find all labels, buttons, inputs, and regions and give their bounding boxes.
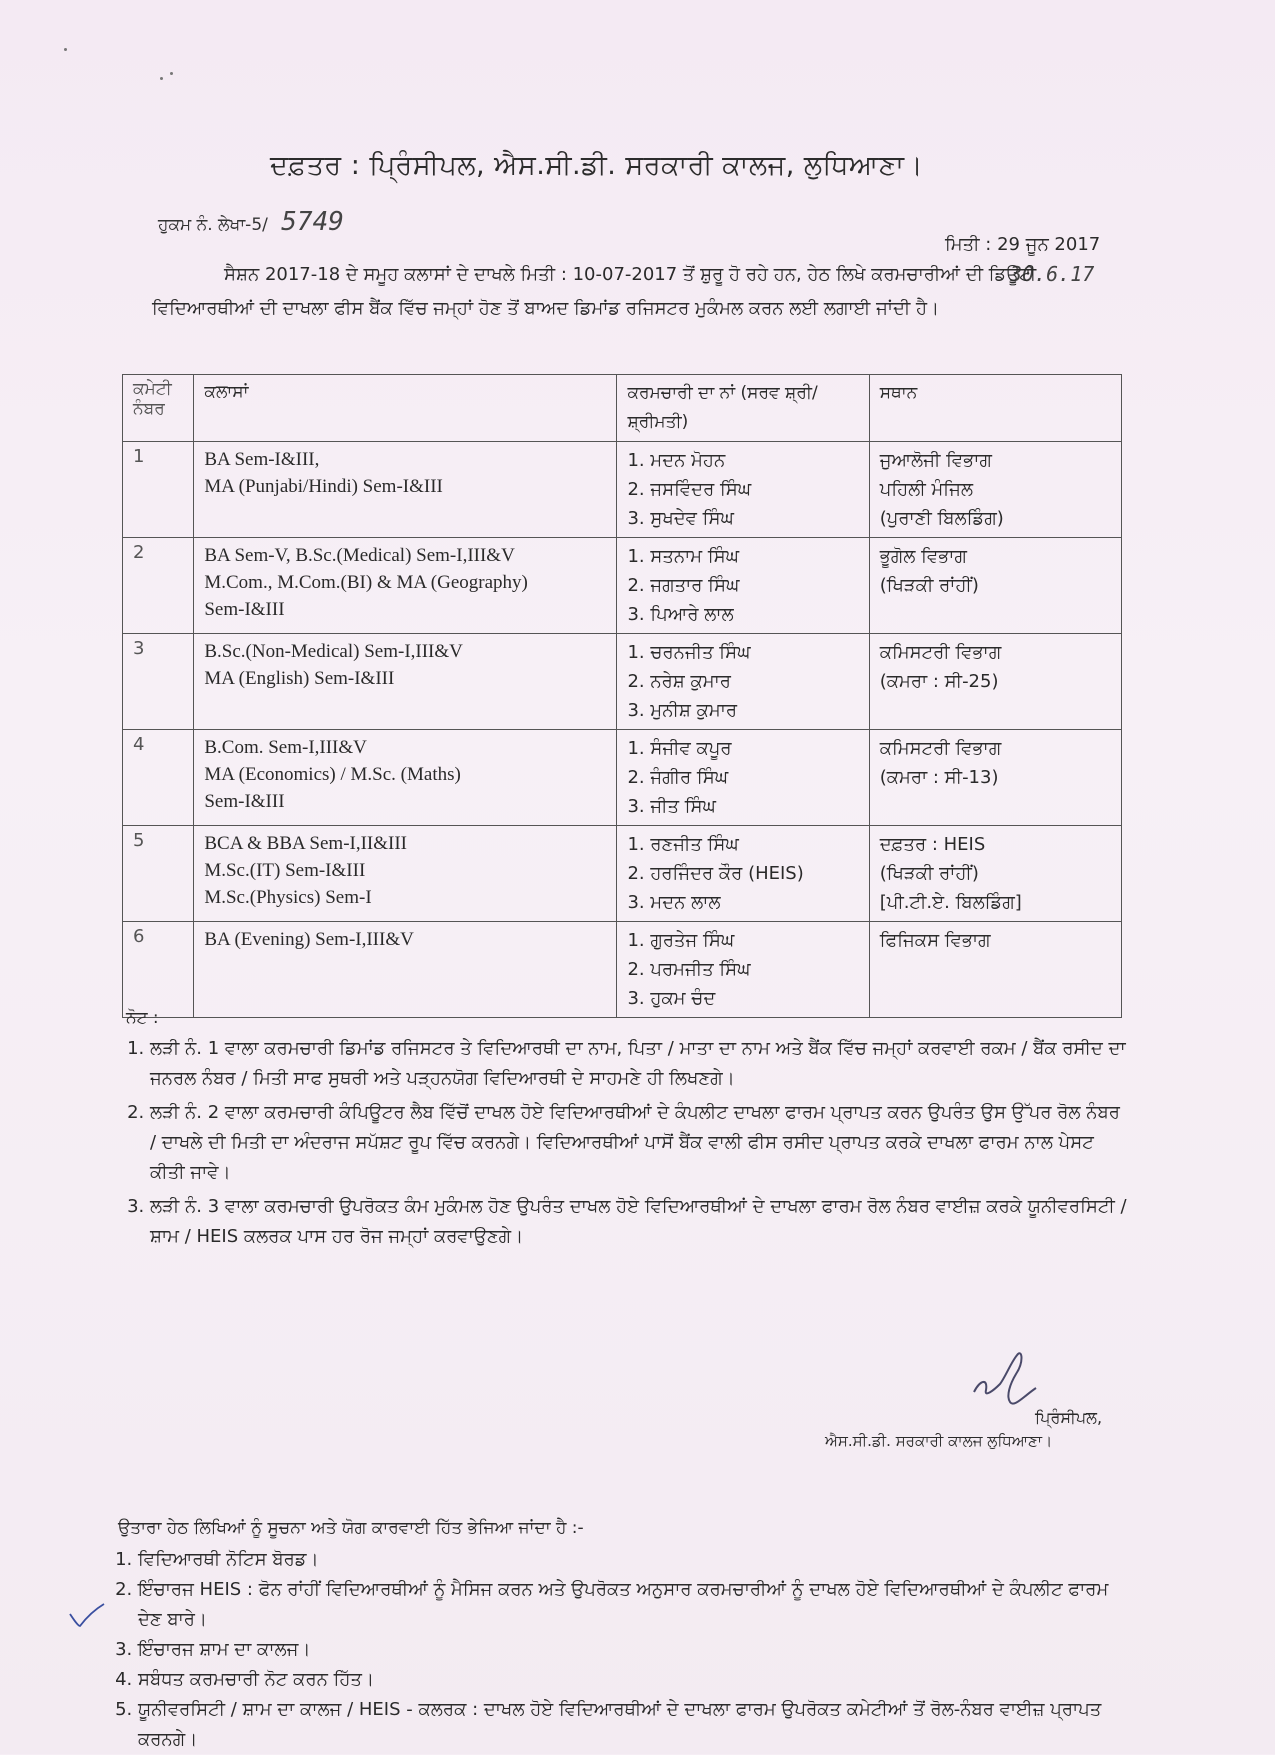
staff-line: 3. ਪਿਆਰੇ ਲਾਲ	[627, 604, 734, 625]
place-line: (ਖਿੜਕੀ ਰਾਂਹੀਂ)	[879, 575, 979, 596]
place-line: (ਕਮਰਾ : ਸੀ-25)	[879, 671, 999, 692]
place-line: ਭੂਗੋਲ ਵਿਭਾਗ	[879, 546, 967, 567]
staff-line: 2. ਪਰਮਜੀਤ ਸਿੰਘ	[627, 959, 751, 980]
staff-line: 1. ਸੰਜੀਵ ਕਪੂਰ	[627, 738, 732, 759]
order-number-row	[158, 207, 344, 237]
place-cell	[869, 634, 1121, 730]
place-cell	[869, 730, 1121, 826]
committee-no-cell: 4	[123, 730, 194, 826]
place-line: ਕਮਿਸਟਰੀ ਵਿਭਾਗ	[879, 738, 1002, 759]
staff-line: 1. ਚਰਨਜੀਤ ਸਿੰਘ	[627, 642, 751, 663]
place-line: ਜੁਆਲੋਜੀ ਵਿਭਾਗ	[879, 450, 992, 471]
staff-line: 1. ਸਤਨਾਮ ਸਿੰਘ	[627, 546, 739, 567]
issue-date: ਮਿਤੀ : 29 ਜੂਨ 2017	[945, 234, 1101, 255]
copy-to-intro: ਉਤਾਰਾ ਹੇਠ ਲਿਖਿਆਂ ਨੂੰ ਸੂਚਨਾ ਅਤੇ ਯੋਗ ਕਾਰਵਾਈ ਹਿੱਤ ਭੇਜਿਆ ਜਾਂਦਾ ਹੈ :-	[118, 1518, 584, 1538]
classes-cell	[194, 634, 617, 730]
note-item: 2. ਲੜੀ ਨੰ. 2 ਵਾਲਾ ਕਰਮਚਾਰੀ ਕੰਪਿਊਟਰ ਲੈਬ ਵਿੱਚੋਂ ਦਾਖਲ ਹੋਏ ਵਿਦਿਆਰਥੀਆਂ ਦੇ ਕੰਪਲੀਟ ਦਾਖਲਾ ਫਾਰਮ ਪ੍ਰਾਪਤ ਕਰਨ ਉਪਰੰਤ ਉਸ ਉੱਪਰ ਰੋਲ ਨੰਬਰ / ਦਾਖਲੇ ਦੀ ਮਿਤੀ ਦਾ ਅੰਦਰਾਜ ਸਪੱਸ਼ਟ ਰੂਪ ਵਿੱਚ ਕਰਨਗੇ। ਵਿਦਿਆਰਥੀਆਂ ਪਾਸੋਂ ਬੈਂਕ ਵਾਲੀ ਫੀਸ ਰਸੀਦ ਪ੍ਰਾਪਤ ਕਰਕੇ ਦਾਖਲਾ ਫਾਰਮ ਨਾਲ ਪੇਸਟ ਕੀਤੀ ਜਾਵੇ।	[150, 1098, 1130, 1188]
place-line: ਫਿਜਿਕਸ ਵਿਭਾਗ	[879, 930, 991, 951]
header-committee-no: ਕਮੇਟੀ ਨੰਬਰ	[123, 375, 194, 442]
staff-cell	[617, 826, 869, 922]
staff-line: 2. ਹਰਜਿੰਦਰ ਕੌਰ (HEIS)	[627, 863, 804, 884]
note-item: 1. ਲੜੀ ਨੰ. 1 ਵਾਲਾ ਕਰਮਚਾਰੀ ਡਿਮਾਂਡ ਰਜਿਸਟਰ ਤੇ ਵਿਦਿਆਰਥੀ ਦਾ ਨਾਮ, ਪਿਤਾ / ਮਾਤਾ ਦਾ ਨਾਮ ਅਤੇ ਬੈਂਕ ਵਿੱਚ ਜਮ੍ਹਾਂ ਕਰਵਾਈ ਰਕਮ / ਬੈਂਕ ਰਸੀਦ ਦਾ ਜਨਰਲ ਨੰਬਰ / ਮਿਤੀ ਸਾਫ ਸੁਥਰੀ ਅਤੇ ਪੜ੍ਹਨਯੋਗ ਵਿਦਿਆਰਥੀ ਦੇ ਸਾਹਮਣੇ ਹੀ ਲਿਖਣਗੇ।	[150, 1034, 1130, 1094]
handwritten-date: 30.6.17	[1010, 262, 1095, 286]
table-row	[123, 538, 1122, 634]
signatory-title: ਪ੍ਰਿੰਸੀਪਲ,	[1035, 1408, 1103, 1427]
classes-line: BA (Evening) Sem-I,III&V	[204, 929, 414, 950]
header-place: ਸਥਾਨ	[869, 375, 1121, 442]
committee-no-cell: 6	[123, 922, 194, 1018]
place-line: (ਪੁਰਾਣੀ ਬਿਲਡਿੰਗ)	[879, 508, 1004, 529]
classes-line: B.Sc.(Non-Medical) Sem-I,III&V	[204, 641, 463, 662]
classes-line: M.Sc.(Physics) Sem-I	[204, 887, 372, 908]
copy-to-list	[118, 1545, 1118, 1755]
committee-no-cell: 2	[123, 538, 194, 634]
place-line: (ਖਿੜਕੀ ਰਾਂਹੀਂ)	[879, 863, 979, 884]
place-line: ਦਫ਼ਤਰ : HEIS	[879, 834, 986, 855]
copy-to-item: 5. ਯੂਨੀਵਰਸਿਟੀ / ਸ਼ਾਮ ਦਾ ਕਾਲਜ / HEIS - ਕਲਰਕ : ਦਾਖਲ ਹੋਏ ਵਿਦਿਆਰਥੀਆਂ ਦੇ ਦਾਖਲਾ ਫਾਰਮ ਉਪਰੋਕਤ ਕਮੇਟੀਆਂ ਤੋਂ ਰੋਲ-ਨੰਬਰ ਵਾਈਜ਼ ਪ੍ਰਾਪਤ ਕਰਨਗੇ।	[138, 1695, 1118, 1755]
staff-cell	[617, 634, 869, 730]
staff-line: 2. ਜਗਤਾਰ ਸਿੰਘ	[627, 575, 740, 596]
classes-line: MA (Economics) / M.Sc. (Maths)	[204, 764, 461, 785]
place-cell	[869, 826, 1121, 922]
header-classes: ਕਲਾਸਾਂ	[194, 375, 617, 442]
classes-cell	[194, 538, 617, 634]
signatory-org: ਐਸ.ਸੀ.ਡੀ. ਸਰਕਾਰੀ ਕਾਲਜ ਲੁਧਿਆਣਾ।	[825, 1432, 1053, 1450]
place-line: ਕਮਿਸਟਰੀ ਵਿਭਾਗ	[879, 642, 1002, 663]
committee-no-cell: 1	[123, 442, 194, 538]
copy-to-item: 2. ਇੰਚਾਰਜ HEIS : ਫੋਨ ਰਾਂਹੀਂ ਵਿਦਿਆਰਥੀਆਂ ਨੂੰ ਮੈਸਿਜ ਕਰਨ ਅਤੇ ਉਪਰੋਕਤ ਅਨੁਸਾਰ ਕਰਮਚਾਰੀਆਂ ਨੂੰ ਦਾਖਲ ਹੋਏ ਵਿਦਿਆਰਥੀਆਂ ਦੇ ਕੰਪਲੀਟ ਫਾਰਮ ਦੇਣ ਬਾਰੇ।	[138, 1575, 1118, 1635]
classes-line: BA Sem-V, B.Sc.(Medical) Sem-I,III&V	[204, 545, 515, 566]
classes-cell	[194, 730, 617, 826]
place-cell	[869, 538, 1121, 634]
intro-paragraph: ਸੈਸ਼ਨ 2017-18 ਦੇ ਸਮੂਹ ਕਲਾਸਾਂ ਦੇ ਦਾਖਲੇ ਮਿਤੀ : 10-07-2017 ਤੋਂ ਸ਼ੁਰੂ ਹੋ ਰਹੇ ਹਨ, ਹੇਠ ਲਿਖੇ ਕਰਮਚਾਰੀਆਂ ਦੀ ਡਿਊਟੀ ਵਿਦਿਆਰਥੀਆਂ ਦੀ ਦਾਖਲਾ ਫੀਸ ਬੈਂਕ ਵਿੱਚ ਜਮ੍ਹਾਂ ਹੋਣ ਤੋਂ ਬਾਅਦ ਡਿਮਾਂਡ ਰਜਿਸਟਰ ਮੁਕੰਮਲ ਕਰਨ ਲਈ ਲਗਾਈ ਜਾਂਦੀ ਹੈ।	[152, 264, 1037, 319]
classes-line: Sem-I&III	[204, 599, 285, 620]
classes-line: M.Com., M.Com.(BI) & MA (Geography)	[204, 572, 528, 593]
order-number: 5749	[281, 207, 344, 237]
staff-line: 2. ਜਸਵਿੰਦਰ ਸਿੰਘ	[627, 479, 752, 500]
committee-no-cell: 3	[123, 634, 194, 730]
copy-to-item: 1. ਵਿਦਿਆਰਥੀ ਨੋਟਿਸ ਬੋਰਡ।	[138, 1545, 1118, 1575]
classes-line: MA (English) Sem-I&III	[204, 668, 395, 689]
committee-table	[122, 374, 1122, 1018]
notes-list	[130, 1034, 1130, 1256]
staff-line: 3. ਜੀਤ ਸਿੰਘ	[627, 796, 716, 817]
check-mark-icon	[66, 1600, 106, 1630]
note-item: 3. ਲੜੀ ਨੰ. 3 ਵਾਲਾ ਕਰਮਚਾਰੀ ਉਪਰੋਕਤ ਕੰਮ ਮੁਕੰਮਲ ਹੋਣ ਉਪਰੰਤ ਦਾਖਲ ਹੋਏ ਵਿਦਿਆਰਥੀਆਂ ਦੇ ਦਾਖਲਾ ਫਾਰਮ ਰੋਲ ਨੰਬਰ ਵਾਈਜ਼ ਕਰਕੇ ਯੂਨੀਵਰਸਿਟੀ / ਸ਼ਾਮ / HEIS ਕਲਰਕ ਪਾਸ ਹਰ ਰੋਜ ਜਮ੍ਹਾਂ ਕਰਵਾਉਣਗੇ।	[150, 1192, 1130, 1252]
table-row	[123, 442, 1122, 538]
table-body	[123, 442, 1122, 1018]
principal-signature	[966, 1340, 1046, 1420]
place-line: [ਪੀ.ਟੀ.ਏ. ਬਿਲਡਿੰਗ]	[879, 892, 1022, 913]
classes-cell	[194, 922, 617, 1018]
staff-line: 1. ਮਦਨ ਮੋਹਨ	[627, 450, 726, 471]
table-header-row	[123, 375, 1122, 442]
classes-line: BCA & BBA Sem-I,II&III	[204, 833, 408, 854]
staff-line: 3. ਮਦਨ ਲਾਲ	[627, 892, 721, 913]
notes-title: ਨੋਟ :	[126, 1008, 159, 1028]
staff-line: 1. ਗੁਰਤੇਜ ਸਿੰਘ	[627, 930, 735, 951]
classes-line: Sem-I&III	[204, 791, 285, 812]
scan-speck	[160, 77, 163, 80]
place-line: ਪਹਿਲੀ ਮੰਜਿਲ	[879, 479, 974, 500]
table-row	[123, 826, 1122, 922]
staff-cell	[617, 538, 869, 634]
staff-line: 2. ਨਰੇਸ਼ ਕੁਮਾਰ	[627, 671, 731, 692]
classes-line: B.Com. Sem-I,III&V	[204, 737, 367, 758]
copy-to-item: 4. ਸਬੰਧਤ ਕਰਮਚਾਰੀ ਨੋਟ ਕਰਨ ਹਿੱਤ।	[138, 1665, 1118, 1695]
classes-line: M.Sc.(IT) Sem-I&III	[204, 860, 366, 881]
classes-cell	[194, 826, 617, 922]
classes-cell	[194, 442, 617, 538]
staff-line: 1. ਰਣਜੀਤ ਸਿੰਘ	[627, 834, 739, 855]
scan-speck	[64, 48, 67, 51]
committee-no-cell: 5	[123, 826, 194, 922]
order-label: ਹੁਕਮ ਨੰ. ਲੇਖਾ-5/	[158, 215, 268, 235]
staff-line: 2. ਜੰਗੀਰ ਸਿੰਘ	[627, 767, 729, 788]
place-line: (ਕਮਰਾ : ਸੀ-13)	[879, 767, 999, 788]
office-heading: ਦਫ਼ਤਰ : ਪ੍ਰਿੰਸੀਪਲ, ਐਸ.ਸੀ.ਡੀ. ਸਰਕਾਰੀ ਕਾਲਜ, ਲੁਧਿਆਣਾ।	[270, 150, 924, 181]
table-row	[123, 730, 1122, 826]
scan-speck	[170, 72, 173, 75]
staff-line: 3. ਹੁਕਮ ਚੰਦ	[627, 988, 716, 1009]
staff-cell	[617, 922, 869, 1018]
place-cell	[869, 442, 1121, 538]
staff-cell	[617, 730, 869, 826]
staff-cell	[617, 442, 869, 538]
staff-line: 3. ਮੁਨੀਸ਼ ਕੁਮਾਰ	[627, 700, 737, 721]
header-staff: ਕਰਮਚਾਰੀ ਦਾ ਨਾਂ (ਸਰਵ ਸ਼੍ਰੀ/ਸ਼੍ਰੀਮਤੀ)	[617, 375, 869, 442]
classes-line: BA Sem-I&III,	[204, 449, 320, 470]
table-row	[123, 922, 1122, 1018]
table-row	[123, 634, 1122, 730]
staff-line: 3. ਸੁਖਦੇਵ ਸਿੰਘ	[627, 508, 734, 529]
copy-to-item: 3. ਇੰਚਾਰਜ ਸ਼ਾਮ ਦਾ ਕਾਲਜ।	[138, 1635, 1118, 1665]
place-cell	[869, 922, 1121, 1018]
classes-line: MA (Punjabi/Hindi) Sem-I&III	[204, 476, 443, 497]
